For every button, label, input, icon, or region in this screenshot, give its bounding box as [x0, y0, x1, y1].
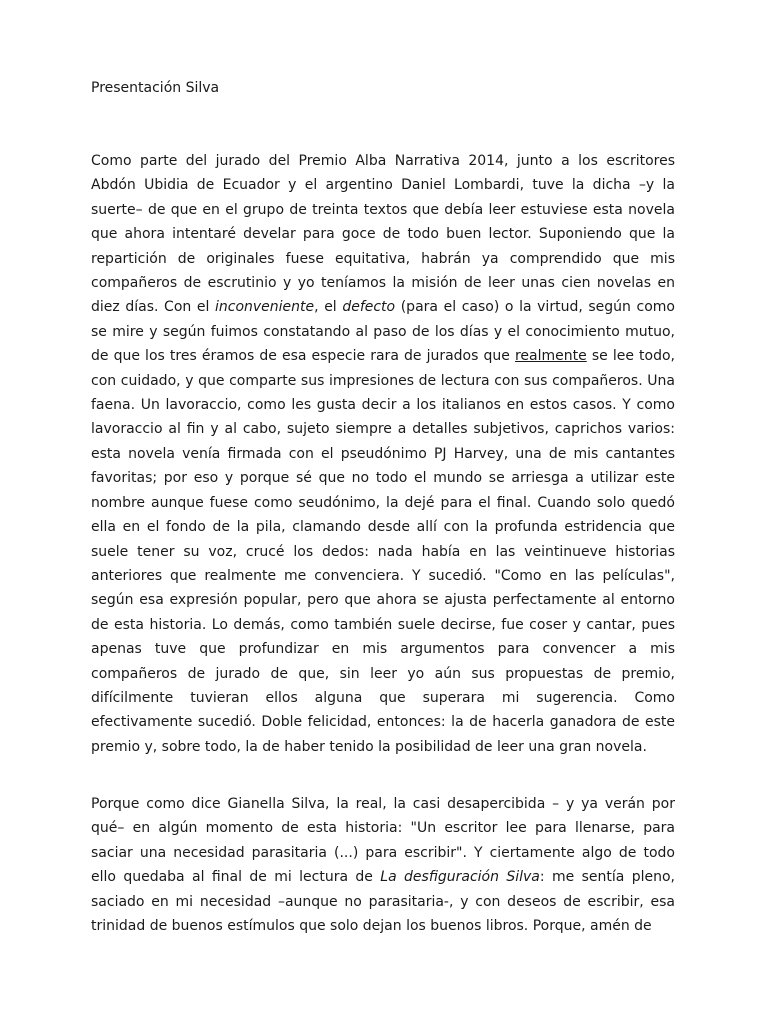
underlined-realmente: realmente — [514, 348, 587, 365]
italic-defecto: defecto — [342, 299, 396, 316]
body-paragraph-2 — [91, 792, 675, 938]
paragraph-2-text-a: Porque como dice Gianella Silva, la real, la casi desapercibida – y ya verán por qué– en algún momento de esta historia: "Un escritor lee para llenarse, para saciar una necesidad parasitaria (...) para escribir". Y ciertamente algo de todo ello quedaba al final de mi lectura de — [91, 796, 675, 886]
paragraph-1-text-d: se lee todo, con cuidado, y que comparte sus impresiones de lectura con sus compañeros. Una faena. Un lavoraccio, como les gusta decir a los italianos en estos casos. Y como lavoraccio al fin y al cabo, sujeto siempre a detalles subjetivos, caprichos varios: esta novela venía firmada con el pseudónimo PJ Harvey, una de mis cantantes favoritas; por eso y porque sé que no todo el mundo se arriesga a utilizar este nombre aunque fuese como seudónimo, la dejé para el final. Cuando solo quedó ella en el fondo de la pila, clamando desde allí con la profunda estridencia que suele tener su voz, crucé los dedos: nada había en las veintinueve historias anteriores que realmente me convenciera. Y sucedió. "Como en las películas", según esa expresión popular, pero que ahora se ajusta perfectamente al entorno de esta historia. Lo demás, como también suele decirse, fue coser y cantar, pues apenas tuve que profundizar en mis argumentos para convencer a mis compañeros de jurado de que, sin leer yo aún sus propuestas de premio, difícilmente tuvieran ellos alguna que superara mi sugerencia. Como efectivamente sucedió. Doble felicidad, entonces: la de hacerla ganadora de este premio y, sobre todo, la de haber tenido la posibilidad de leer una gran novela. — [91, 348, 675, 755]
paragraph-1-text-a: Como parte del jurado del Premio Alba Narrativa 2014, junto a los escritores Abdón Ubidia de Ecuador y el argentino Daniel Lombardi, tuve la dicha –y la suerte– de que en el grupo de treinta textos que debía leer estuviese esta novela que ahora intentaré develar para goce de todo buen lector. Suponiendo que la repartición de originales fuese equitativa, habrán ya comprendido que mis compañeros de escrutinio y yo teníamos la misión de leer unas cien novelas en diez días. Con el — [91, 153, 675, 316]
italic-book-title: La desfiguración Silva — [380, 869, 540, 886]
paragraph-2-text-b: : me sentía pleno, saciado en mi necesidad –aunque no parasitaria-, y con deseos de escribir, esa trinidad de buenos estímulos que solo dejan los buenos libros. Porque, amén de — [91, 869, 675, 935]
italic-inconveniente: inconveniente — [214, 299, 315, 316]
body-paragraph-1 — [91, 149, 675, 759]
paragraph-1-text-b: , el — [314, 299, 343, 316]
document-title: Presentación Silva — [91, 80, 220, 96]
paragraph-1-text-c: (para el caso) o la virtud, según como se mire y según fuimos constatando al paso de los días y el conocimiento mutuo, de que los tres éramos de esa especie rara de jurados que — [91, 299, 675, 365]
